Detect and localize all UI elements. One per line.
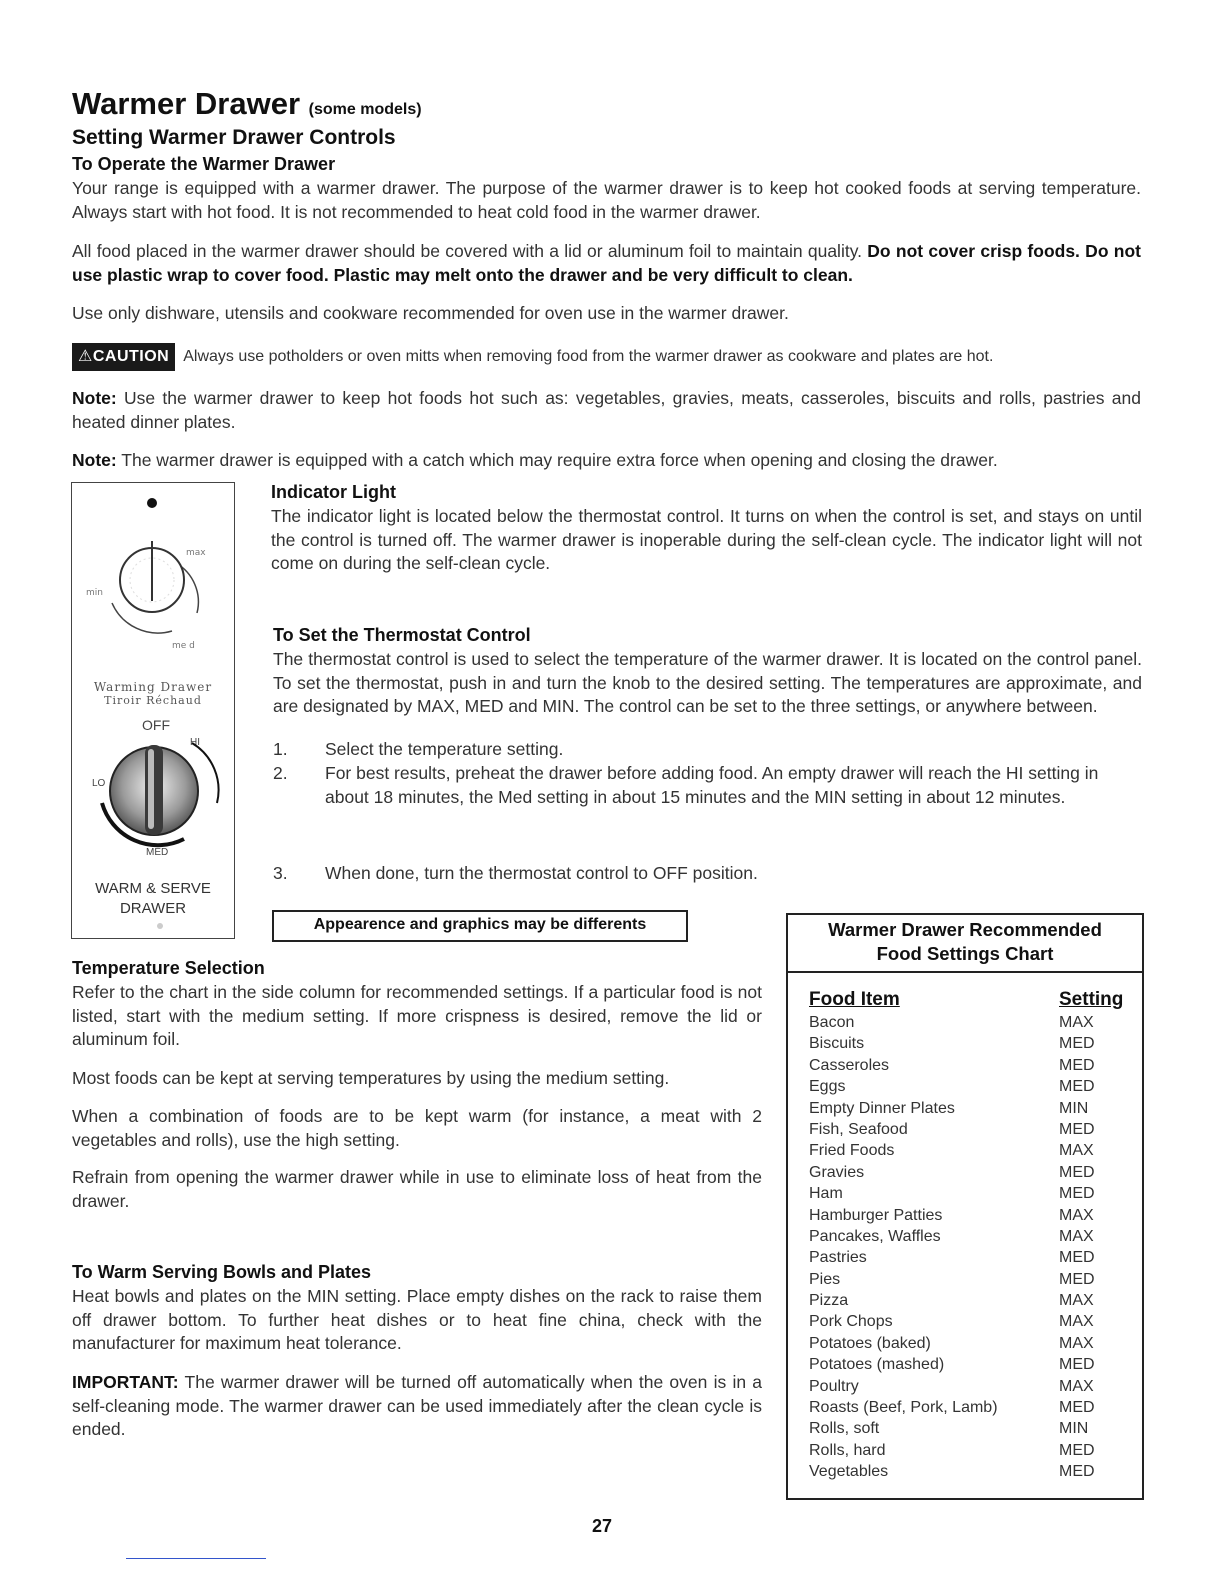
chart-rows <box>809 1012 1129 1483</box>
food-settings-chart <box>786 913 1144 1500</box>
food-item: Fish, Seafood <box>809 1120 908 1138</box>
food-item: Empty Dinner Plates <box>809 1099 955 1117</box>
table-row <box>809 1461 1129 1482</box>
table-row <box>809 1440 1129 1461</box>
indicator-heading: Indicator Light <box>271 482 396 502</box>
operate-paragraph-3: Use only dishware, utensils and cookware recommended for oven use in the warmer drawer. <box>72 303 789 323</box>
knob2-lo-label: LO <box>92 778 106 789</box>
food-setting: MED <box>1059 1120 1095 1138</box>
chart-title-line-1: Warmer Drawer Recommended <box>828 919 1102 940</box>
food-item: Pork Chops <box>809 1313 893 1331</box>
food-setting: MAX <box>1059 1227 1094 1245</box>
footer-line <box>126 1558 266 1559</box>
food-item: Pizza <box>809 1292 849 1310</box>
col-header-food: Food Item <box>809 989 900 1010</box>
table-row <box>809 1183 1129 1204</box>
panel-bottom-line-2: DRAWER <box>119 900 187 917</box>
operate-p2-normal: All food placed in the warmer drawer should be covered with a lid or aluminum foil to maintain quality. <box>72 241 863 261</box>
panel-label-en: Warming Drawer <box>93 680 213 694</box>
step-2-num: 2. <box>273 763 288 783</box>
food-item: Potatoes (baked) <box>809 1334 931 1352</box>
col-header-setting: Setting <box>1059 989 1124 1010</box>
table-row <box>809 1333 1129 1354</box>
knob1-min-label: min <box>86 588 103 598</box>
food-item: Potatoes (mashed) <box>809 1356 945 1374</box>
indicator-text: The indicator light is located below the thermostat control. It turns on when the control is set, and stays on until the control is turned off. The warmer drawer is inoperable during the self-clean cycle. The indicator light will not come on during the self-clean cycle. <box>271 506 1142 573</box>
table-row <box>809 1376 1129 1397</box>
food-setting: MED <box>1059 1356 1095 1374</box>
food-setting: MED <box>1059 1270 1095 1288</box>
food-setting: MED <box>1059 1463 1095 1481</box>
table-row <box>809 1290 1129 1311</box>
temp-selection-p1: Refer to the chart in the side column for recommended settings. If a particular food is not listed, start with the medium setting. If more crispness is desired, remove the lid or aluminum foil. <box>72 982 762 1049</box>
food-setting: MAX <box>1059 1292 1094 1310</box>
step-2-text: For best results, preheat the drawer before adding food. An empty drawer will reach the HI setting in about 18 minutes, the Med setting in about 15 minutes and the MIN setting in about 12 minutes. <box>325 763 1099 807</box>
bowls-heading: To Warm Serving Bowls and Plates <box>72 1262 372 1282</box>
bowls-p1: Heat bowls and plates on the MIN setting. Place empty dishes on the rack to raise them off drawer bottom. To further heat dishes or to heat fine china, check with the manufacturer for maximum heat tolerance. <box>72 1286 762 1353</box>
note-2-text: The warmer drawer is equipped with a catch which may require extra force when opening and closing the drawer. <box>121 450 998 470</box>
important-label: IMPORTANT: <box>72 1372 179 1392</box>
food-item: Gravies <box>809 1163 865 1181</box>
thermostat-text: The thermostat control is used to select the temperature of the warmer drawer. It is located on the control panel. To set the thermostat, push in and turn the knob to the desired setting. The temperatures are approximate, and are designated by MAX, MED and MIN. The control can be set to the three settings, or anywhere between. <box>273 649 1142 716</box>
chart-title-line-2: Food Settings Chart <box>876 943 1054 964</box>
table-row <box>809 1418 1129 1439</box>
table-row <box>809 1119 1129 1140</box>
food-setting: MED <box>1059 1185 1095 1203</box>
panel-light-icon <box>157 923 163 929</box>
indicator-light-icon <box>147 498 157 508</box>
page-title <box>72 86 422 122</box>
table-row <box>809 1098 1129 1119</box>
table-row <box>809 1247 1129 1268</box>
food-setting: MED <box>1059 1078 1095 1096</box>
food-item: Roasts (Beef, Pork, Lamb) <box>809 1399 998 1417</box>
step-1-text: Select the temperature setting. <box>325 739 564 759</box>
table-row <box>809 1012 1129 1033</box>
food-setting: MIN <box>1059 1420 1089 1438</box>
food-setting: MED <box>1059 1441 1095 1459</box>
note-1 <box>72 387 1141 434</box>
control-panel-illustration <box>71 482 235 939</box>
table-row <box>809 1269 1129 1290</box>
knob2-med-label: MED <box>146 847 169 858</box>
food-setting: MED <box>1059 1399 1095 1417</box>
title-main: Warmer Drawer <box>72 86 301 121</box>
food-item: Poultry <box>809 1377 859 1395</box>
step-3-text: When done, turn the thermostat control to OFF position. <box>325 863 758 883</box>
table-row <box>809 1033 1129 1054</box>
food-item: Vegetables <box>809 1463 889 1481</box>
knob1-med-label: me d <box>172 641 195 651</box>
table-row <box>809 1205 1129 1226</box>
caution-badge: ⚠CAUTION <box>72 343 175 371</box>
food-item: Fried Foods <box>809 1142 895 1160</box>
temp-selection-p3: When a combination of foods are to be kept warm (for instance, a meat with 2 vegetables and rolls), use the high setting. <box>72 1106 762 1150</box>
thermostat-heading: To Set the Thermostat Control <box>273 625 531 645</box>
food-setting: MAX <box>1059 1377 1094 1395</box>
food-setting: MED <box>1059 1035 1095 1053</box>
food-item: Bacon <box>809 1014 855 1031</box>
note-2-label: Note: <box>72 450 117 470</box>
knob2-off-label: OFF <box>142 717 170 733</box>
food-item: Biscuits <box>809 1035 865 1053</box>
table-row <box>809 1311 1129 1332</box>
panel-bottom-line-1: WARM & SERVE <box>95 880 211 897</box>
food-item: Pancakes, Waffles <box>809 1227 941 1245</box>
step-1-num: 1. <box>273 739 288 759</box>
control-panel-drawing <box>72 483 234 938</box>
knob2-hi-label: HI <box>190 737 200 748</box>
operate-paragraph-2 <box>72 240 1141 287</box>
knob1-max-label: max <box>186 548 206 558</box>
table-row <box>809 1397 1129 1418</box>
table-row <box>809 1076 1129 1097</box>
temp-selection-p4: Refrain from opening the warmer drawer while in use to eliminate loss of heat from the drawer. <box>72 1167 762 1211</box>
food-setting: MED <box>1059 1056 1095 1074</box>
chart-title <box>788 915 1142 973</box>
note-2 <box>72 449 1141 473</box>
food-item: Ham <box>809 1185 843 1203</box>
operate-paragraph-1: Your range is equipped with a warmer drawer. The purpose of the warmer drawer is to keep hot cooked foods at serving temperature. Always start with hot food. It is not recommended to heat cold food in the warmer drawer. <box>72 178 1141 222</box>
table-row <box>809 1055 1129 1076</box>
caution-row <box>72 343 1152 371</box>
table-row <box>809 1226 1129 1247</box>
important-text: The warmer drawer will be turned off automatically when the oven is in a self-cleaning mode. The warmer drawer can be used immediately after the clean cycle is ended. <box>72 1372 763 1439</box>
food-setting: MED <box>1059 1249 1095 1267</box>
food-setting: MED <box>1059 1163 1095 1181</box>
food-item: Rolls, hard <box>809 1441 886 1459</box>
operate-heading: To Operate the Warmer Drawer <box>72 154 336 174</box>
food-setting: MAX <box>1059 1014 1094 1031</box>
food-item: Casseroles <box>809 1056 890 1074</box>
food-setting: MAX <box>1059 1142 1094 1160</box>
food-item: Pies <box>809 1270 841 1288</box>
table-row <box>809 1354 1129 1375</box>
operate-p2-warning: Do not cover crisp foods. Do not use plastic wrap to cover food. Plastic may melt onto the drawer and be very difficult to clean. <box>72 241 1141 285</box>
panel-label-fr: Tiroir Réchaud <box>104 694 202 707</box>
note-1-label: Note: <box>72 388 117 408</box>
food-item: Hamburger Patties <box>809 1206 943 1224</box>
food-setting: MAX <box>1059 1206 1094 1224</box>
food-item: Pastries <box>809 1249 867 1267</box>
food-setting: MIN <box>1059 1099 1089 1117</box>
title-suffix: (some models) <box>308 101 422 118</box>
food-setting: MAX <box>1059 1313 1094 1331</box>
section-title: Setting Warmer Drawer Controls <box>72 126 396 149</box>
page-number: 27 <box>592 1516 613 1536</box>
temp-selection-heading: Temperature Selection <box>72 958 265 978</box>
bowls-important <box>72 1371 762 1442</box>
table-row <box>809 1162 1129 1183</box>
table-row <box>809 1140 1129 1161</box>
graphics-notice: Appearence and graphics may be differents <box>272 910 688 942</box>
caution-text: Always use potholders or oven mitts when removing food from the warmer drawer as cookware and plates are hot. <box>183 348 994 365</box>
food-item: Eggs <box>809 1078 846 1096</box>
note-1-text: Use the warmer drawer to keep hot foods hot such as: vegetables, gravies, meats, casseroles, biscuits and rolls, pastries and heated dinner plates. <box>72 388 1141 432</box>
food-item: Rolls, soft <box>809 1420 880 1438</box>
temp-selection-p2: Most foods can be kept at serving temperatures by using the medium setting. <box>72 1068 670 1088</box>
food-setting: MAX <box>1059 1334 1094 1352</box>
step-3-num: 3. <box>273 863 288 883</box>
